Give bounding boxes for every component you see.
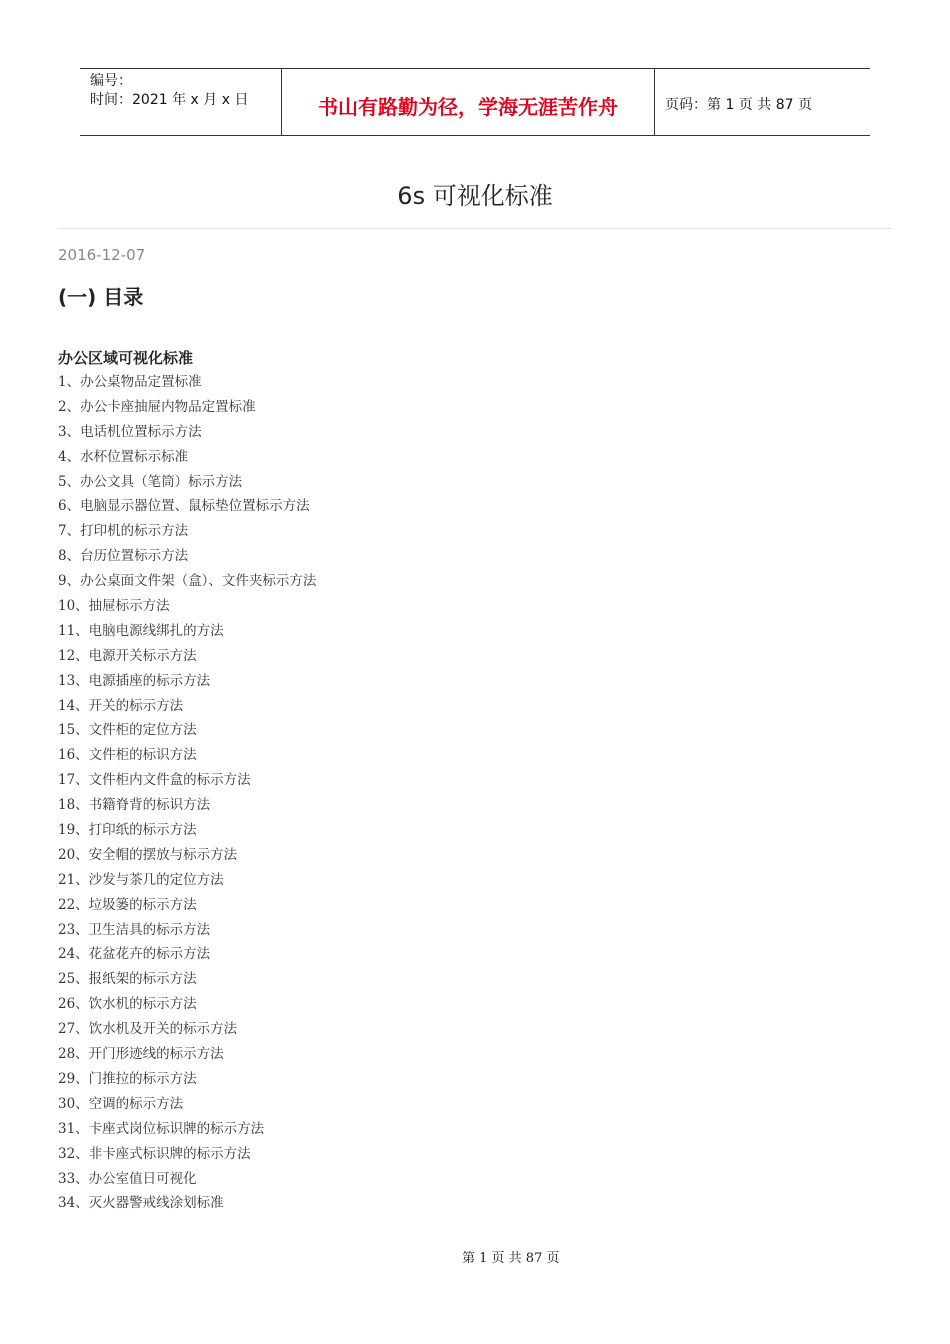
toc-list bbox=[58, 370, 316, 1216]
toc-item: 1、办公桌物品定置标准 bbox=[58, 374, 202, 390]
toc-item: 15、文件柜的定位方法 bbox=[58, 722, 197, 739]
toc-item: 21、沙发与茶几的定位方法 bbox=[58, 871, 224, 888]
toc-item: 13、电源插座的标示方法 bbox=[58, 672, 211, 689]
toc-item: 10、抽屉标示方法 bbox=[58, 598, 170, 615]
title-divider bbox=[58, 228, 892, 229]
toc-item: 28、开门形迹线的标示方法 bbox=[58, 1046, 224, 1063]
page-header bbox=[80, 68, 870, 136]
toc-item: 34、灭火器警戒线涂划标准 bbox=[58, 1195, 224, 1212]
toc-item: 20、安全帽的摆放与标示方法 bbox=[58, 846, 238, 863]
toc-item: 32、非卡座式标识牌的标示方法 bbox=[58, 1145, 251, 1162]
toc-item: 23、卫生洁具的标示方法 bbox=[58, 921, 211, 938]
toc-item: 22、垃圾篓的标示方法 bbox=[58, 896, 197, 913]
toc-item: 6、电脑显示器位置、鼠标垫位置标示方法 bbox=[58, 498, 310, 515]
header-page-label: 页码：第 1 页 共 87 页 bbox=[665, 97, 812, 113]
toc-item: 25、报纸架的标示方法 bbox=[58, 971, 197, 988]
toc-item: 8、台历位置标示方法 bbox=[58, 548, 189, 565]
toc-item: 30、空调的标示方法 bbox=[58, 1095, 184, 1112]
header-time: 时间：2021 年 x 月 x 日 bbox=[90, 92, 249, 108]
toc-item: 17、文件柜内文件盒的标示方法 bbox=[58, 772, 251, 789]
toc-item: 29、门推拉的标示方法 bbox=[58, 1070, 197, 1087]
toc-item: 4、水杯位置标示标准 bbox=[58, 448, 189, 465]
toc-item: 16、文件柜的标识方法 bbox=[58, 747, 197, 764]
toc-item: 26、饮水机的标示方法 bbox=[58, 996, 197, 1013]
toc-item: 12、电源开关标示方法 bbox=[58, 647, 197, 664]
toc-item: 19、打印纸的标示方法 bbox=[58, 822, 197, 839]
toc-item: 2、办公卡座抽屉内物品定置标准 bbox=[58, 398, 256, 415]
toc-item: 9、办公桌面文件架（盒）、文件夹标示方法 bbox=[58, 573, 317, 590]
toc-item: 27、饮水机及开关的标示方法 bbox=[58, 1021, 238, 1038]
header-number: 编号： bbox=[90, 73, 132, 89]
header-meta bbox=[80, 69, 281, 135]
toc-item: 31、卡座式岗位标识牌的标示方法 bbox=[58, 1120, 265, 1137]
header-motto: 书山有路勤为径，学海无涯苦作舟 bbox=[281, 69, 655, 135]
toc-item: 18、书籍脊背的标识方法 bbox=[58, 797, 211, 814]
toc-item: 3、电话机位置标示方法 bbox=[58, 423, 202, 440]
toc-heading: (一) 目录 bbox=[58, 285, 144, 309]
toc-item: 24、花盆花卉的标示方法 bbox=[58, 946, 211, 963]
toc-item: 7、打印机的标示方法 bbox=[58, 523, 189, 540]
toc-item: 11、电脑电源线绑扎的方法 bbox=[58, 622, 224, 639]
document-title: 6s 可视化标准 bbox=[397, 182, 553, 210]
toc-item: 33、办公室值日可视化 bbox=[58, 1170, 197, 1187]
toc-item: 5、办公文具（笔筒）标示方法 bbox=[58, 473, 243, 490]
document-date: 2016-12-07 bbox=[58, 246, 146, 264]
toc-item: 14、开关的标示方法 bbox=[58, 697, 184, 714]
section-heading: 办公区域可视化标准 bbox=[58, 349, 194, 367]
page-footer: 第 1 页 共 87 页 bbox=[462, 1251, 560, 1266]
